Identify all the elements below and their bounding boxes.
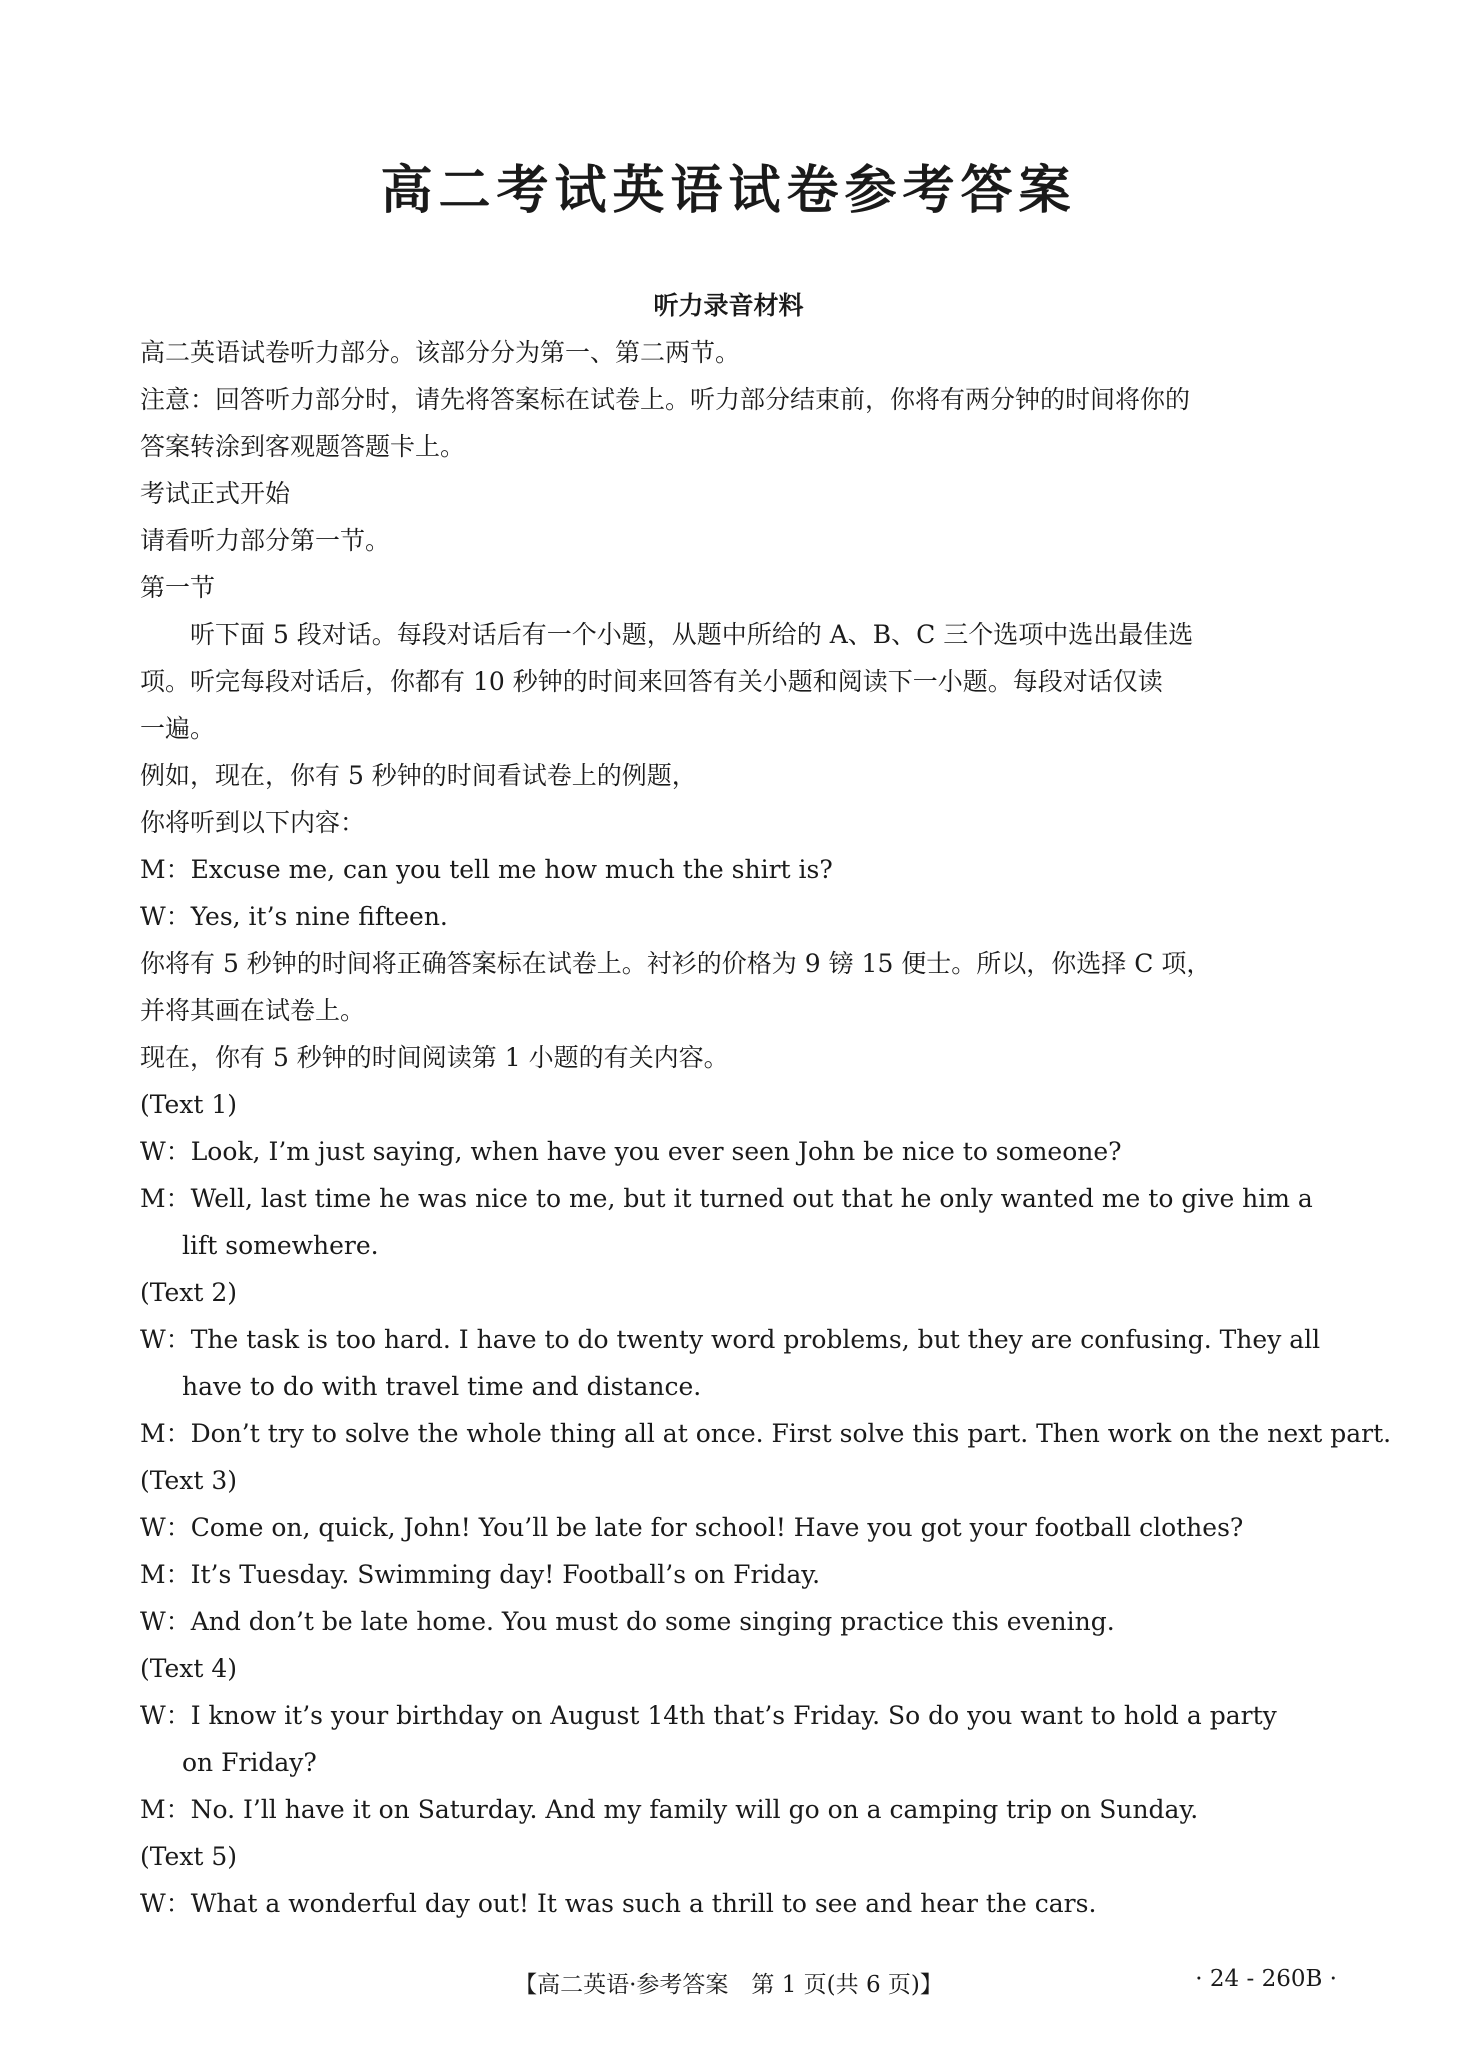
dialogue-line: M：Well, last time he was nice to me, but it turned out that he only wanted me to give him a (140, 1184, 1313, 1213)
text-heading: (Text 3) (140, 1466, 238, 1495)
section-subtitle: 听力录音材料 (653, 291, 804, 320)
dialogue-line: M：Excuse me, can you tell me how much the shirt is? (140, 855, 833, 884)
dialogue-line: M：Don’t try to solve the whole thing all at once. First solve this part. Then work on the next part. (140, 1419, 1392, 1448)
dialogue-continuation: lift somewhere. (182, 1231, 379, 1260)
text-line: 答案转涂到客观题答题卡上。 (140, 432, 466, 461)
footer-page-info: 【高二英语·参考答案 第 1 页(共 6 页)】 (514, 1972, 943, 1998)
text-heading: (Text 2) (140, 1278, 238, 1307)
dialogue-line: W：I know it’s your birthday on August 14th that’s Friday. So do you want to hold a party (140, 1701, 1277, 1730)
text-line: 高二英语试卷听力部分。该部分分为第一、第二两节。 (140, 338, 741, 367)
text-line: 注意：回答听力部分时，请先将答案标在试卷上。听力部分结束前，你将有两分钟的时间将你的 (140, 385, 1191, 414)
text-line: 请看听力部分第一节。 (140, 526, 391, 555)
dialogue-continuation: have to do with travel time and distance. (182, 1372, 702, 1401)
transcript-body (140, 329, 1392, 1927)
text-line: 一遍。 (140, 714, 216, 743)
text-line: 项。听完每段对话后，你都有 10 秒钟的时间来回答有关小题和阅读下一小题。每段对话仅读 (140, 667, 1163, 696)
dialogue-continuation: on Friday? (182, 1748, 317, 1777)
text-line: 并将其画在试卷上。 (140, 996, 366, 1025)
footer-code: · 24 - 260B · (1195, 1966, 1337, 1992)
text-line: 现在，你有 5 秒钟的时间阅读第 1 小题的有关内容。 (140, 1043, 729, 1072)
text-line: 考试正式开始 (140, 479, 291, 508)
text-line: 例如，现在，你有 5 秒钟的时间看试卷上的例题， (140, 761, 697, 790)
text-heading: (Text 1) (140, 1090, 238, 1119)
dialogue-line: M：No. I’ll have it on Saturday. And my family will go on a camping trip on Sunday. (140, 1795, 1199, 1824)
dialogue-line: W：Yes, it’s nine fifteen. (140, 902, 448, 931)
text-heading: (Text 5) (140, 1842, 238, 1871)
dialogue-line: W：What a wonderful day out! It was such a thrill to see and hear the cars. (140, 1889, 1097, 1918)
text-line: 听下面 5 段对话。每段对话后有一个小题，从题中所给的 A、B、C 三个选项中选出最佳选 (190, 620, 1194, 649)
dialogue-line: W：The task is too hard. I have to do twenty word problems, but they are confusing. They all (140, 1325, 1321, 1354)
text-line: 第一节 (140, 573, 216, 602)
dialogue-line: W：Come on, quick, John! You’ll be late for school! Have you got your football clothes? (140, 1513, 1244, 1542)
page-title: 高二考试英语试卷参考答案 (380, 161, 1077, 221)
text-heading: (Text 4) (140, 1654, 238, 1683)
dialogue-line: M：It’s Tuesday. Swimming day! Football’s on Friday. (140, 1560, 821, 1589)
text-line: 你将听到以下内容： (140, 808, 366, 837)
text-line: 你将有 5 秒钟的时间将正确答案标在试卷上。衬衫的价格为 9 镑 15 便士。所以，你选择 C 项， (140, 949, 1212, 978)
dialogue-line: W：And don’t be late home. You must do some singing practice this evening. (140, 1607, 1115, 1636)
dialogue-line: W：Look, I’m just saying, when have you ever seen John be nice to someone? (140, 1137, 1122, 1166)
